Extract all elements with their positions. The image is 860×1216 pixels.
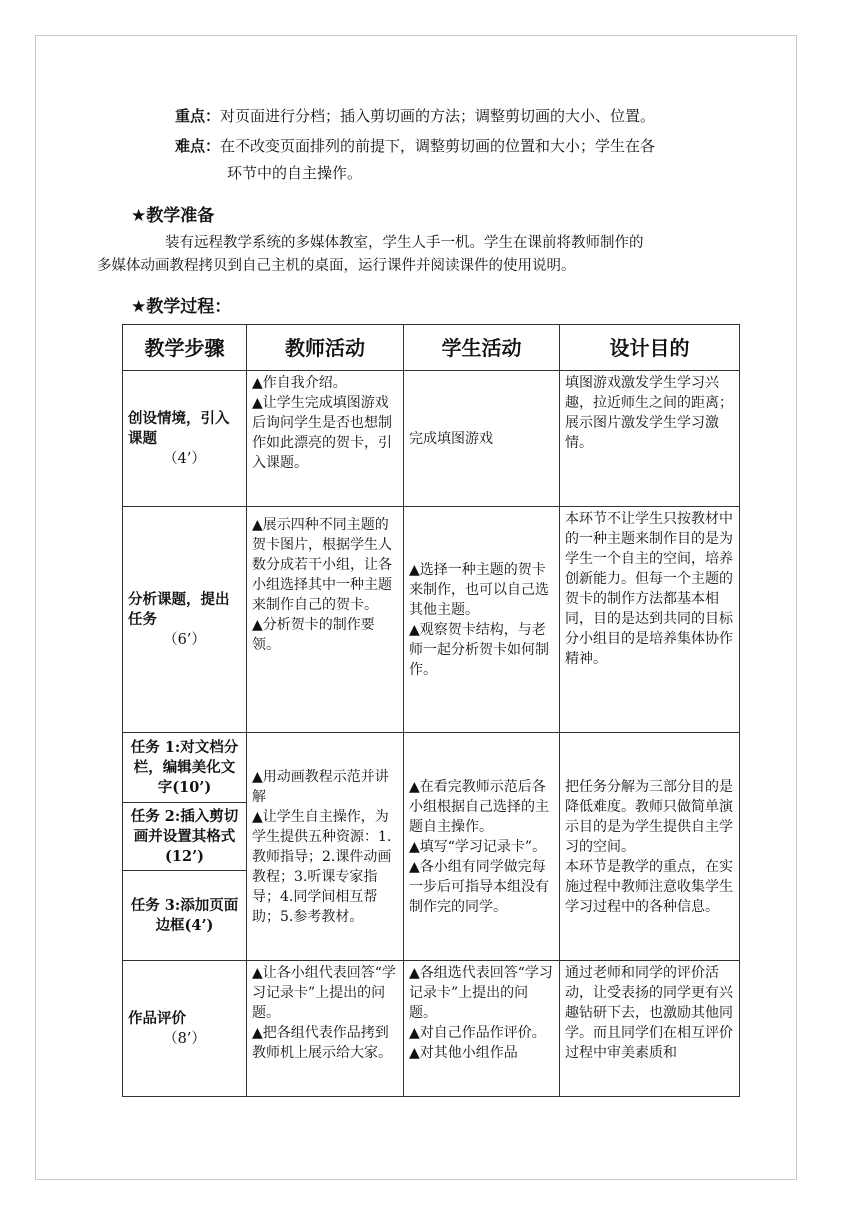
purpose-cell bbox=[560, 961, 740, 1097]
header-student: 学生活动 bbox=[404, 325, 560, 371]
table-row bbox=[123, 961, 740, 1097]
purpose-cell bbox=[560, 371, 740, 507]
task2-name: 任务 2:插入剪切画并设置其格式(12’) bbox=[130, 807, 239, 865]
purpose-item: 填图游戏激发学生学习兴趣，拉近师生之间的距离； bbox=[565, 375, 733, 411]
task1-name: 任务 1:对文档分栏，编辑美化文字(10’) bbox=[130, 738, 239, 796]
purpose-item: 展示图片激发学生学习激情。 bbox=[565, 415, 719, 451]
student-item: ▲对自己作品作评价。 bbox=[409, 1025, 546, 1041]
teacher-cell bbox=[247, 733, 404, 961]
purpose-item: 分小组目的是培养集体协作精神。 bbox=[565, 631, 733, 667]
teacher-item: ▲展示四种不同主题的贺卡图片，根据学生人数分成若干小组，让各小组选择其中一种主题来制作自己的贺卡。 bbox=[252, 517, 392, 613]
purpose-item: 通过老师和同学的评价活动，让受表扬的同学更有兴趣钻研下去，也激励其他同学。而且同学们在相互评价过程中审美素质和 bbox=[565, 965, 733, 1061]
purpose-cell bbox=[560, 733, 740, 961]
nandian-line1: 在不改变页面排列的前提下，调整剪切画的位置和大小；学生在各 bbox=[220, 137, 656, 155]
step-name: 作品评价 bbox=[128, 1009, 186, 1027]
process-heading: ★教学过程： bbox=[131, 297, 232, 317]
table-row bbox=[123, 371, 740, 507]
teacher-cell bbox=[247, 961, 404, 1097]
step-time: （8’） bbox=[163, 1030, 206, 1047]
prep-paragraph bbox=[97, 232, 737, 278]
student-item: 完成填图游戏 bbox=[409, 430, 493, 447]
student-item: ▲选择一种主题的贺卡来制作，也可以自己选其他主题。 bbox=[409, 561, 549, 618]
purpose-cell bbox=[560, 507, 740, 733]
teacher-item: ▲分析贺卡的制作要领。 bbox=[252, 617, 375, 653]
teacher-cell bbox=[247, 371, 404, 507]
nandian-line2: 环节中的自主操作。 bbox=[227, 164, 363, 182]
step-name: 创设情境，引入课题 bbox=[128, 409, 230, 447]
student-item: ▲对其他小组作品 bbox=[409, 1045, 518, 1061]
step-time: （6’） bbox=[163, 631, 206, 648]
zhongdian-label: 重点： bbox=[175, 107, 221, 125]
header-step: 教学步骤 bbox=[123, 325, 247, 371]
task3-name: 任务 3:添加页面边框(4’) bbox=[130, 896, 239, 934]
student-item: ▲各小组有同学做完每一步后可指导本组没有制作完的同学。 bbox=[409, 858, 549, 915]
teacher-item: ▲把各组代表作品拷到教师机上展示给大家。 bbox=[252, 1025, 392, 1061]
header-teacher: 教师活动 bbox=[247, 325, 404, 371]
table-row bbox=[123, 733, 740, 803]
prep-line1: 装有远程教学系统的多媒体教室，学生人手一机。学生在课前将教师制作的 bbox=[165, 235, 644, 251]
prep-heading: ★教学准备 bbox=[131, 206, 215, 226]
student-item: ▲在看完教师示范后各小组根据自己选择的主题自主操作。 bbox=[409, 778, 549, 835]
purpose-item: 本环节是教学的重点，在实施过程中教师注意收集学生学习过程中的各种信息。 bbox=[565, 858, 733, 915]
nandian-label: 难点： bbox=[175, 137, 221, 155]
task3-cell bbox=[123, 871, 247, 961]
student-cell bbox=[404, 733, 560, 961]
student-item: ▲各组选代表回答“学习记录卡”上提出的问题。 bbox=[409, 965, 553, 1021]
key-point-nandian bbox=[175, 133, 655, 159]
teacher-item: ▲让各小组代表回答“学习记录卡”上提出的问题。 bbox=[252, 965, 396, 1021]
student-item: ▲填写“学习记录卡”。 bbox=[409, 838, 547, 855]
student-cell bbox=[404, 961, 560, 1097]
table-row bbox=[123, 507, 740, 733]
teacher-item: ▲让学生完成填图游戏后询问学生是否也想制作如此漂亮的贺卡，引入课题。 bbox=[252, 395, 392, 471]
teacher-cell bbox=[247, 507, 404, 733]
header-purpose: 设计目的 bbox=[560, 325, 740, 371]
step-cell bbox=[123, 371, 247, 507]
table-header-row bbox=[123, 325, 740, 371]
lesson-table bbox=[122, 324, 740, 1097]
teacher-item: ▲作自我介绍。 bbox=[252, 375, 347, 391]
step-cell bbox=[123, 507, 247, 733]
step-cell bbox=[123, 961, 247, 1097]
purpose-item: 把任务分解为三部分目的是降低难度。教师只做简单演示目的是为学生提供自主学习的空间。 bbox=[565, 778, 733, 855]
student-cell bbox=[404, 371, 560, 507]
student-cell bbox=[404, 507, 560, 733]
student-item: ▲观察贺卡结构，与老师一起分析贺卡如何制作。 bbox=[409, 621, 549, 678]
step-time: （4’） bbox=[163, 450, 206, 467]
purpose-item: 本环节不让学生只按教材中的一种主题来制作目的是为学生一个自主的空间，培养创新能力。但每一个主题的贺卡的制作方法都基本相同，目的是达到共同的目标 bbox=[565, 511, 733, 627]
prep-line2: 多媒体动画教程拷贝到自己主机的桌面，运行课件并阅读课件的使用说明。 bbox=[97, 258, 576, 274]
teacher-item: ▲让学生自主操作，为学生提供五种资源：1.教师指导；2.课件动画教程；3.听课专家指导；4.同学间相互帮助；5.参考教材。 bbox=[252, 808, 392, 925]
zhongdian-text: 对页面进行分档；插入剪切画的方法；调整剪切画的大小、位置。 bbox=[220, 107, 656, 125]
task1-cell bbox=[123, 733, 247, 803]
teacher-item: ▲用动画教程示范并讲解 bbox=[252, 768, 389, 805]
step-name: 分析课题，提出任务 bbox=[128, 590, 230, 628]
task2-cell bbox=[123, 803, 247, 871]
key-point-zhongdian bbox=[175, 103, 655, 129]
